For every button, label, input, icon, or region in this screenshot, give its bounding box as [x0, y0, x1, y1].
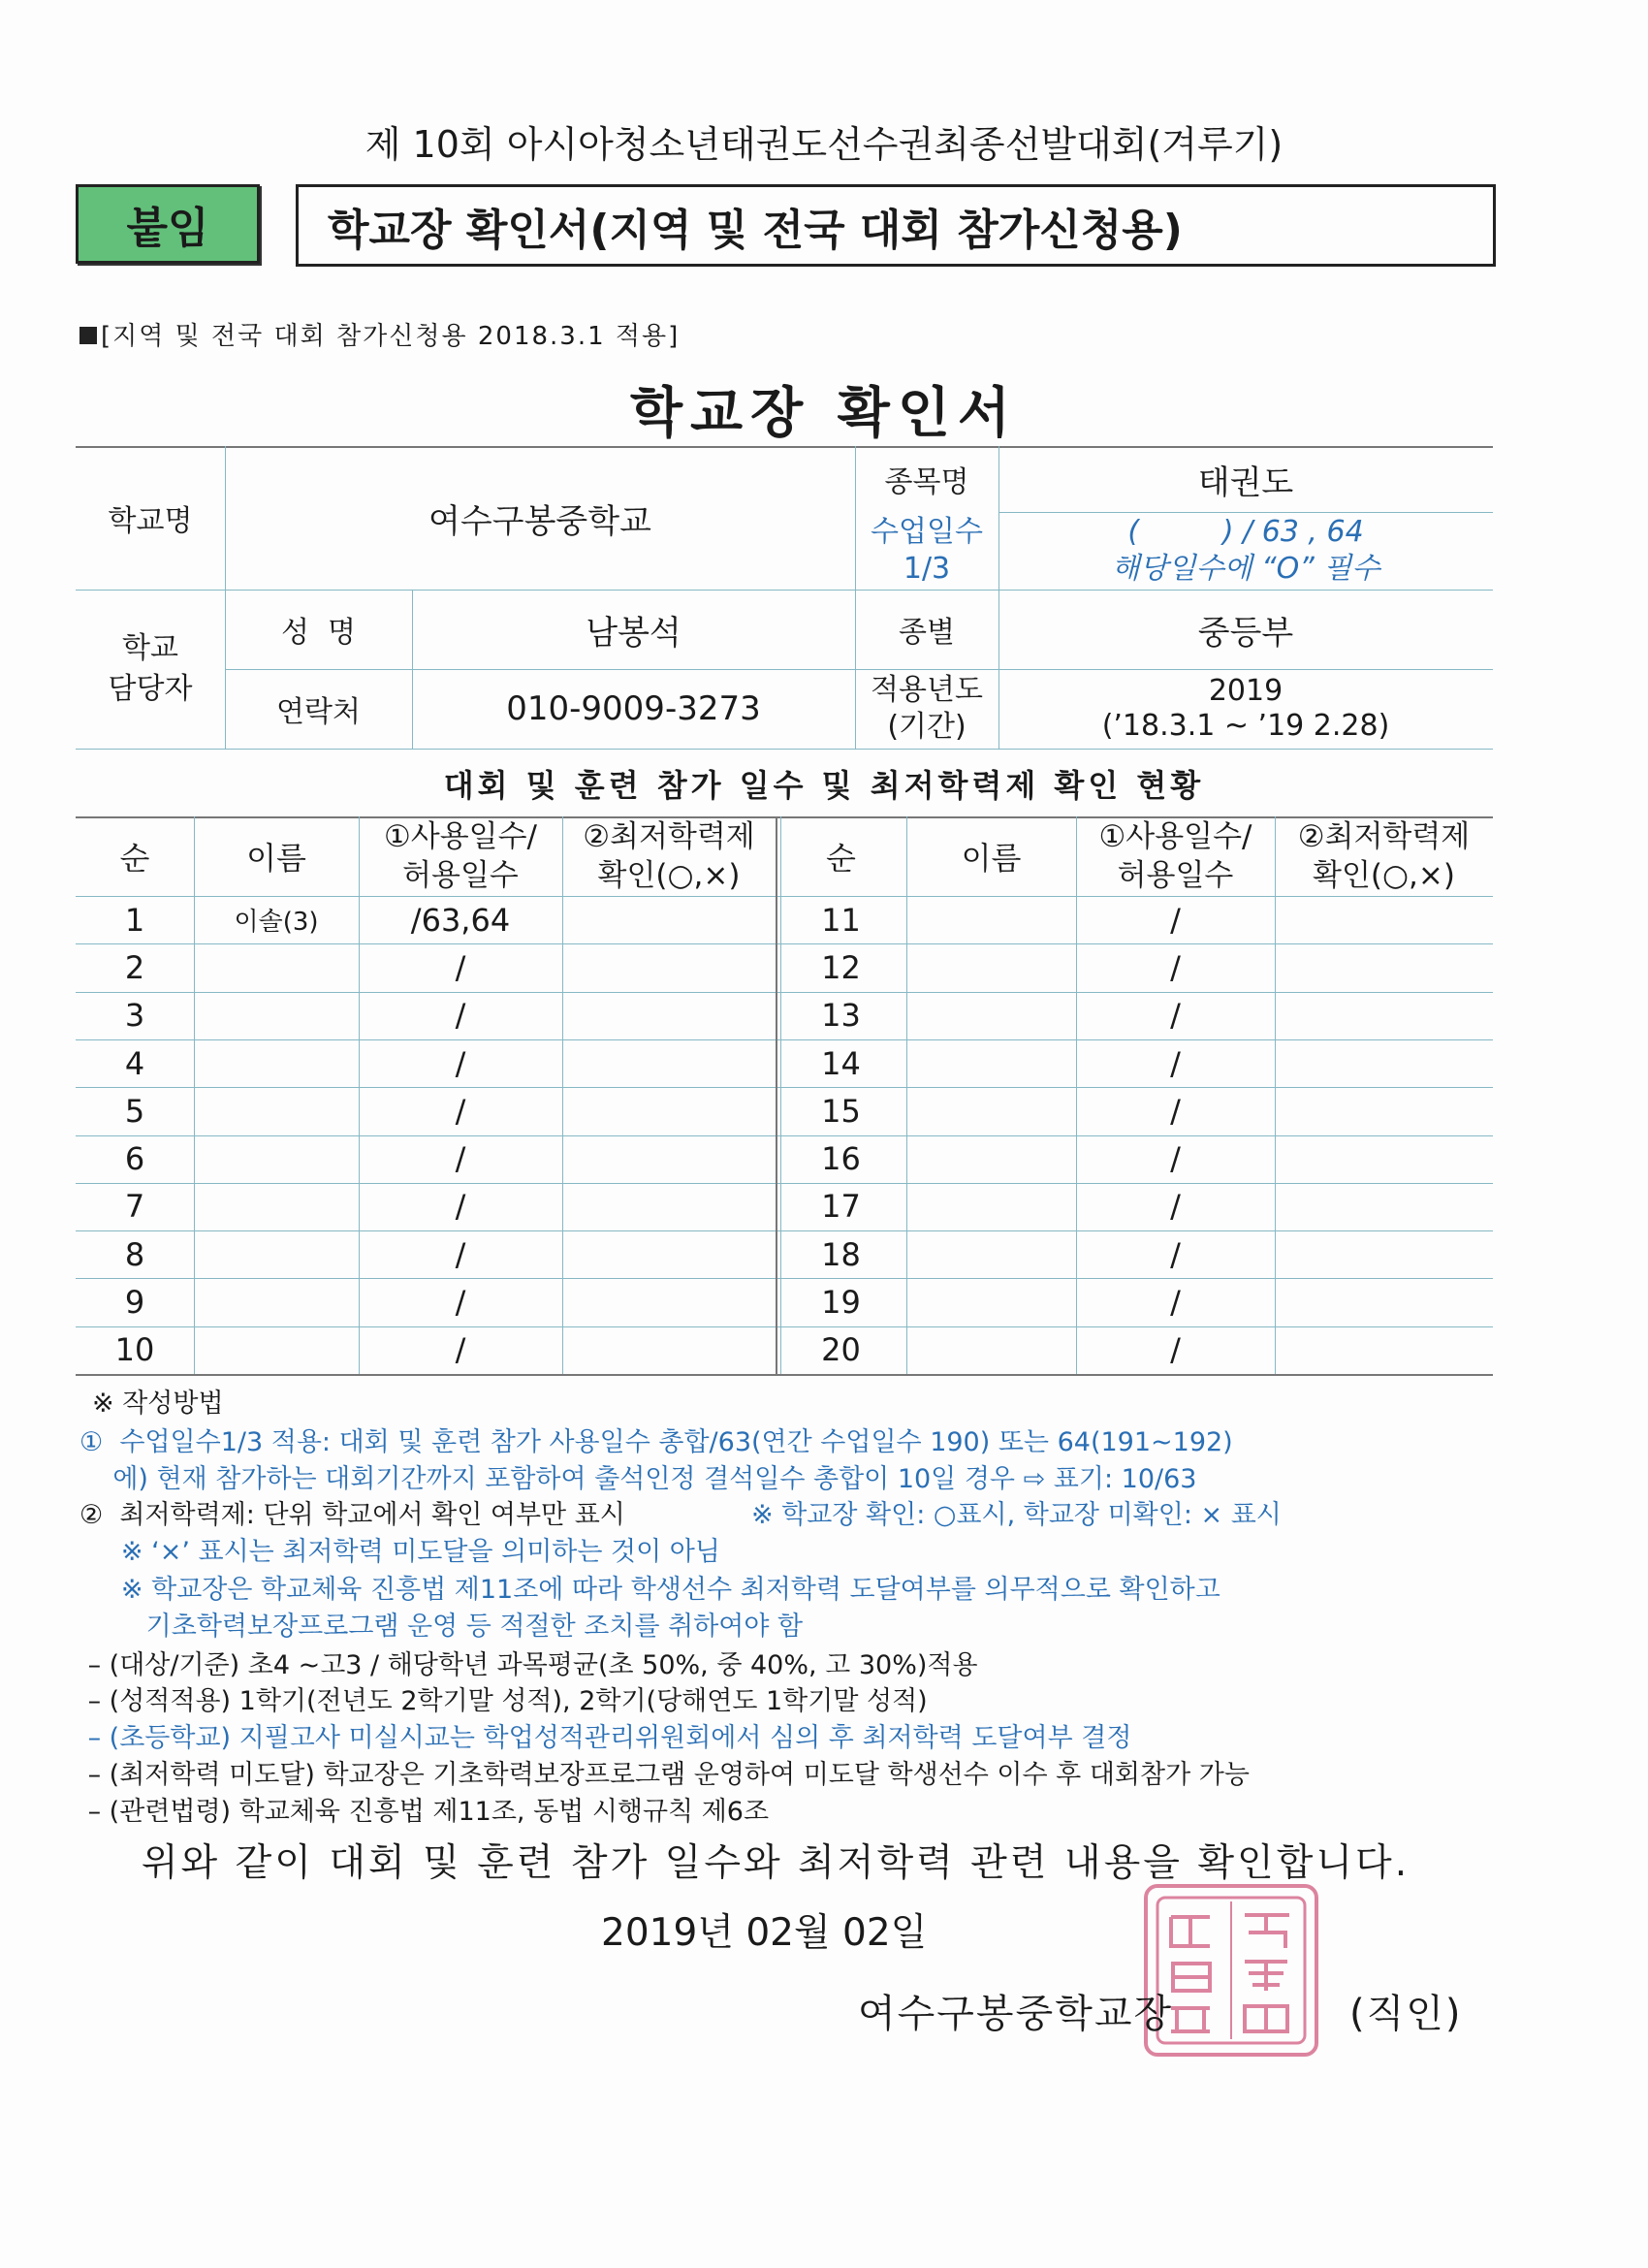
- division-label: 종별: [899, 616, 955, 650]
- row-days: /: [1170, 1188, 1181, 1226]
- row-days: /: [1170, 948, 1181, 986]
- row-number: 7: [124, 1188, 145, 1226]
- row-number: 11: [821, 901, 861, 939]
- header-academic-1: ②최저학력제: [1297, 819, 1471, 854]
- name-value: 남봉석: [586, 613, 681, 653]
- event-title: 제 10회 아시아청소년태권도선수권최종선발대회(겨루기): [364, 123, 1284, 166]
- header-name: 이름: [246, 840, 306, 877]
- issue-date: 2019년 02월 02일: [601, 1911, 928, 1955]
- row-number: 5: [124, 1092, 145, 1130]
- header-academic: [562, 816, 776, 896]
- applied-note: [79, 316, 680, 352]
- row-number: 3: [124, 997, 145, 1035]
- instruction-line: – (초등학교) 지필고사 미실시교는 학업성적관리위원회에서 심의 후 최저학력 도달여부 결정: [79, 1723, 1132, 1753]
- contact-value: 010-9009-3273: [506, 689, 761, 728]
- instruction-line: – (최저학력 미도달) 학교장은 기초학력보장프로그램 운영하여 미도달 학생선수 이수 후 대회참가 가능: [79, 1760, 1250, 1790]
- sport-value: 태권도: [1197, 463, 1294, 502]
- contact-label: 연락처: [276, 695, 361, 729]
- row-name: [906, 1039, 1076, 1087]
- seal-note: (직인): [1349, 1992, 1463, 2036]
- row-academic-check: [562, 1039, 776, 1087]
- row-name: [194, 943, 359, 991]
- instruction-line: 기초학력보장프로그램 운영 등 적절한 조치를 취하여야 함: [79, 1612, 804, 1642]
- class-days-value-1: ( ) / 63 , 64: [1127, 515, 1364, 549]
- year-value: [998, 669, 1493, 749]
- row-days: /: [455, 997, 466, 1035]
- row-academic-check: [1275, 1183, 1493, 1230]
- signer-name: 여수구봉중학교장: [858, 1992, 1174, 2036]
- header-academic-right: [1275, 816, 1493, 896]
- row-number: 20: [821, 1331, 861, 1369]
- row-days: /: [1170, 901, 1181, 939]
- row-name: [906, 1087, 1076, 1134]
- row-name: [906, 896, 1076, 943]
- row-days: /: [455, 1140, 466, 1178]
- header-days-2: 허용일수: [1117, 858, 1234, 893]
- class-days-value-2: 해당일수에 “O” 필수: [1111, 552, 1380, 586]
- manager-label-1: 학교: [122, 631, 178, 665]
- header-no: 순: [119, 840, 150, 877]
- row-academic-check: [1275, 1230, 1493, 1278]
- row-number: 16: [821, 1140, 861, 1178]
- instruction-line: 에) 현재 참가하는 대회기간까지 포함하여 출석인정 결석일수 총합이 10일 경우 ⇨ 표기: 10/63: [79, 1464, 1197, 1494]
- row-name: [906, 943, 1076, 991]
- header-no-right: 순: [826, 840, 856, 877]
- header-name-right: 이름: [961, 840, 1022, 877]
- row-name: [194, 1230, 359, 1278]
- instruction-line: – (성적적용) 1학기(전년도 2학기말 성적), 2학기(당해연도 1학기말 성적): [79, 1686, 928, 1716]
- school-value: 여수구봉중학교: [428, 501, 651, 541]
- status-title: 대회 및 훈련 참가 일수 및 최저학력제 확인 현황: [443, 767, 1205, 804]
- class-days-value: [998, 512, 1493, 590]
- row-number: 9: [124, 1284, 145, 1322]
- instruction-line: – (관련법령) 학교체육 진흥법 제11조, 동법 시행규칙 제6조: [79, 1797, 770, 1827]
- row-academic-check: [562, 1278, 776, 1326]
- row-number: 13: [821, 997, 861, 1035]
- row-days: /: [1170, 1235, 1181, 1273]
- header-days-right: [1076, 816, 1275, 896]
- row-days: /: [455, 1044, 466, 1082]
- year-label: [855, 669, 998, 749]
- year-value-1: 2019: [1208, 674, 1284, 708]
- manager-label-2: 담당자: [108, 672, 193, 706]
- row-number: 2: [124, 948, 145, 986]
- row-name: [194, 1183, 359, 1230]
- row-days: /: [455, 1188, 466, 1226]
- header-days-1: ①사용일수/: [1098, 819, 1252, 854]
- sport-label: 종목명: [884, 465, 969, 499]
- row-academic-check: [1275, 1039, 1493, 1087]
- row-academic-check: [562, 1326, 776, 1374]
- form-title: 학교장 확인서(지역 및 전국 대회 참가신청용): [296, 184, 1496, 267]
- header-academic-2: 확인(○,×): [1313, 858, 1455, 893]
- year-label-2: (기간): [887, 710, 967, 744]
- row-name: [906, 1183, 1076, 1230]
- class-days-label-1: 수업일수: [871, 515, 983, 549]
- instruction-line: ② 최저학력제: 단위 학교에서 확인 여부만 표시: [79, 1500, 625, 1530]
- row-days: /: [455, 1235, 466, 1273]
- header-days-2: 허용일수: [402, 858, 519, 893]
- row-number: 10: [114, 1331, 155, 1369]
- attach-badge: 붙임: [76, 184, 260, 264]
- row-academic-check: [1275, 1326, 1493, 1374]
- class-days-label: [855, 512, 998, 590]
- row-number: 4: [124, 1044, 145, 1082]
- row-name: [906, 1135, 1076, 1183]
- square-bullet-icon: [79, 327, 97, 344]
- header-days-1: ①사용일수/: [383, 819, 538, 854]
- row-days: /: [455, 1331, 466, 1369]
- row-academic-check: [1275, 1278, 1493, 1326]
- row-academic-check: [1275, 943, 1493, 991]
- row-academic-check: [562, 896, 776, 943]
- class-days-label-2: 1/3: [903, 552, 951, 586]
- row-academic-check: [562, 1183, 776, 1230]
- row-days: /: [1170, 997, 1181, 1035]
- row-name: 이솔(3): [234, 908, 319, 938]
- year-value-2: (’18.3.1 ~ ’19 2.28): [1101, 709, 1390, 743]
- row-academic-check: [562, 992, 776, 1039]
- header-academic-2: 확인(○,×): [597, 858, 741, 893]
- row-days: /: [1170, 1044, 1181, 1082]
- row-days: /: [455, 948, 466, 986]
- row-days: /: [1170, 1140, 1181, 1178]
- row-number: 18: [821, 1235, 861, 1273]
- row-academic-check: [562, 1230, 776, 1278]
- row-name: [906, 1278, 1076, 1326]
- applied-note-text: [지역 및 전국 대회 참가신청용 2018.3.1 적용]: [101, 322, 681, 351]
- manager-label: [76, 590, 225, 749]
- row-days: /63,64: [410, 901, 511, 939]
- instruction-line: ① 수업일수1/3 적용: 대회 및 훈련 참가 사용일수 총합/63(연간 수업일수 190) 또는 64(191~192): [79, 1427, 1233, 1457]
- row-days: /: [1170, 1284, 1181, 1322]
- row-academic-check: [1275, 1087, 1493, 1134]
- row-number: 6: [124, 1140, 145, 1178]
- row-number: 17: [821, 1188, 861, 1226]
- row-academic-check: [562, 943, 776, 991]
- closing-statement: 위와 같이 대회 및 훈련 참가 일수와 최저학력 관련 내용을 확인합니다.: [141, 1841, 1410, 1885]
- division-value: 중등부: [1197, 613, 1294, 653]
- row-academic-check: [1275, 1135, 1493, 1183]
- instruction-line: ※ 학교장은 학교체육 진흥법 제11조에 따라 학생선수 최저학력 도달여부를 의무적으로 확인하고: [79, 1575, 1220, 1605]
- row-academic-check: [562, 1087, 776, 1134]
- row-academic-check: [562, 1135, 776, 1183]
- instruction-inline-note: ※ 학교장 확인: ○표시, 학교장 미확인: × 표시: [751, 1500, 1282, 1530]
- row-academic-check: [1275, 992, 1493, 1039]
- document-title: 학교장 확인서: [629, 382, 1019, 445]
- row-number: 8: [124, 1235, 145, 1273]
- row-name: [194, 1278, 359, 1326]
- row-number: 19: [821, 1284, 861, 1322]
- row-days: /: [455, 1092, 466, 1130]
- row-days: /: [1170, 1092, 1181, 1130]
- instruction-line: ※ ‘×’ 표시는 최저학력 미도달을 의미하는 것이 아님: [79, 1537, 720, 1567]
- row-name: [906, 1326, 1076, 1374]
- instructions-heading: ※ 작성방법: [92, 1389, 224, 1419]
- row-name: [906, 1230, 1076, 1278]
- row-days: /: [1170, 1331, 1181, 1369]
- row-name: [194, 992, 359, 1039]
- row-days: /: [455, 1284, 466, 1322]
- row-number: 12: [821, 948, 861, 986]
- row-academic-check: [1275, 896, 1493, 943]
- row-name: [194, 1039, 359, 1087]
- row-number: 1: [124, 901, 145, 939]
- year-label-1: 적용년도: [871, 673, 983, 707]
- row-number: 15: [821, 1092, 861, 1130]
- row-name: [194, 1087, 359, 1134]
- school-label: 학교명: [108, 504, 193, 538]
- row-name: [194, 1135, 359, 1183]
- row-name: [906, 992, 1076, 1039]
- name-label: 성 명: [280, 616, 357, 650]
- header-days: [359, 816, 562, 896]
- row-number: 14: [821, 1044, 861, 1082]
- row-name: [194, 1326, 359, 1374]
- header-academic-1: ②최저학력제: [583, 819, 755, 854]
- instruction-line: – (대상/기준) 초4 ~고3 / 해당학년 과목평균(초 50%, 중 40%, 고 30%)적용: [79, 1650, 978, 1680]
